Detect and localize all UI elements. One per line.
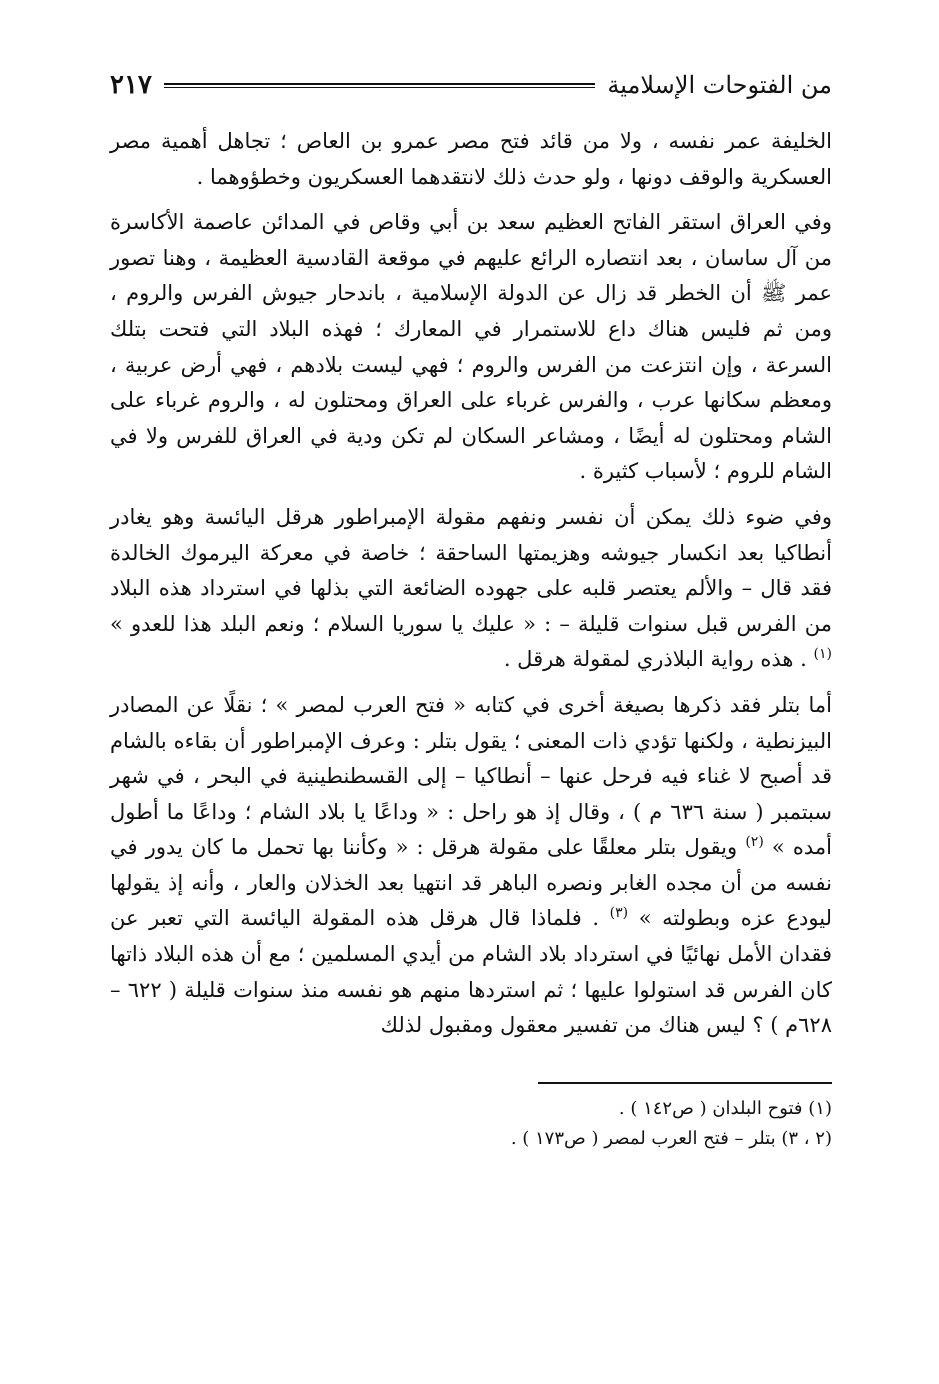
footnote-ref-3: (٣): [609, 905, 629, 922]
paragraph-3-text-before: وفي ضوء ذلك يمكن أن نفسر ونفهم مقولة الإمبراطور هرقل اليائسة وهو يغادر أنطاكيا بعد انكسار جيوشه وهزيمتها الساحقة ؛ خاصة في معركة اليرموك الخالدة فقد قال – والألم يعتصر قلبه على جهوده الضائعة التي بذلها في استرداد هذه البلاد من الفرس قبل سنوات قليلة – : « عليك يا سوريا السلام ؛ ونعم البلد هذا للعدو »: [110, 504, 832, 636]
paragraph-4-text-before: أما بتلر فقد ذكرها بصيغة أخرى في كتابه « فتح العرب لمصر » ؛ نقلًا عن المصادر البيزنطية ، ولكنها تؤدي ذات المعنى ؛ يقول بتلر : وعرف الإمبراطور أن بقاءه بالشام قد أصبح لا غناء فيه فرحل عنها – أنطاكيا – إلى القسطنطينية في البحر ، في شهر سبتمبر ( سنة ٦٣٦ م ) ، وقال إذ هو راحل : « وداعًا يا بلاد الشام ؛ وداعًا ما أطول أمده »: [110, 692, 833, 860]
running-title: من الفتوحات الإسلامية: [607, 71, 832, 99]
page-number: ٢١٧: [110, 70, 152, 100]
footnote-ref-1: (١): [813, 646, 832, 663]
paragraph-1: الخليفة عمر نفسه ، ولا من قائد فتح مصر عمرو بن العاص ؛ تجاهل أهمية مصر العسكرية والوقف دونها ، ولو حدث ذلك لانتقدهما العسكريون وخطؤوهما .: [110, 129, 832, 189]
header-rule: [164, 83, 595, 88]
footnote-2: (٢ ، ٣) بتلر – فتح العرب لمصر ( ص١٧٣ ) .: [510, 1127, 832, 1149]
footnote-1: (١) فتوح البلدان ( ص١٤٢ ) .: [618, 1097, 832, 1119]
body-text: [110, 124, 832, 1044]
footnotes: [110, 1094, 832, 1154]
book-page: [110, 60, 832, 1154]
paragraph-3: [110, 500, 832, 678]
paragraph-4-text-after: . فلماذا قال هرقل هذه المقولة اليائسة التي تعبر عن فقدان الأمل نهائيًا في استرداد بلاد الشام من أيدي المسلمين ؛ مع أن هذه البلاد ذاتها كان الفرس قد استولوا عليها ؛ ثم استردها منهم هو نفسه منذ سنوات قليلة ( ٦٢٢ – ٦٢٨م ) ؟ ليس هناك من تفسير معقول ومقبول لذلك: [110, 906, 832, 1038]
paragraph-4-text-middle: ويقول بتلر معلقًا على مقولة هرقل : « وكأننا بها تحمل ما كان يدور في نفسه من أن مجده الغابر ونصره الباهر قد انتهيا بعد الخذلان والعار ، وأنه إذ يقولها ليودع عزه وبطولته »: [110, 835, 832, 931]
paragraph-3-text-after: . هذه رواية البلاذري لمقولة هرقل .: [503, 647, 814, 672]
footnote-ref-2: (٢): [745, 834, 764, 851]
paragraph-4: [110, 688, 832, 1044]
paragraph-2: وفي العراق استقر الفاتح العظيم سعد بن أبي وقاص في المدائن عاصمة الأكاسرة من آل ساسان ، بعد انتصاره الرائع عليهم في موقعة القادسية العظيمة ، وهنا تصور عمر ﷺ أن الخطر قد زال عن الدولة الإسلامية ، باندحار جيوش الفرس والروم ، ومن ثم فليس هناك داع للاستمرار في المعارك ؛ فهذه البلاد التي فتحت بتلك السرعة ، وإن انتزعت من الفرس والروم ؛ فهي ليست بلادهم ، فهي أرض عربية ، ومعظم سكانها عرب ، والفرس غرباء على العراق ومحتلون له ، والروم غرباء على الشام ومحتلون له أيضًا ، ومشاعر السكان لم تكن ودية في العراق للفرس ولا في الشام للروم ؛ لأسباب كثيرة .: [110, 210, 832, 484]
page-header: [110, 60, 832, 110]
footnote-separator: [538, 1082, 832, 1084]
